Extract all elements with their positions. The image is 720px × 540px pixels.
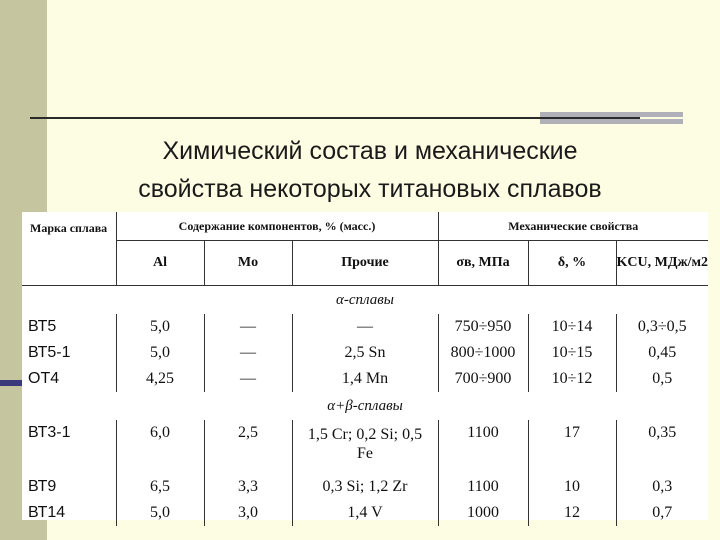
cell-al: 6,0 [116, 420, 204, 468]
cell-sigma: 750÷950 [438, 314, 528, 340]
table-row [22, 366, 708, 392]
slide-left-accent [0, 380, 22, 386]
cell-mo: — [204, 366, 292, 392]
cell-delta: 10 [528, 474, 616, 500]
cell-kcu: 0,45 [616, 340, 708, 366]
cell-brand: ВТ14 [28, 504, 66, 521]
slide-title [60, 132, 680, 208]
header-brand: Марка сплава [22, 212, 116, 286]
cell-delta: 12 [528, 500, 616, 526]
cell-kcu: 0,35 [616, 420, 708, 468]
header-mechanical: Механические свойства [438, 212, 708, 241]
cell-delta: 10÷12 [528, 366, 616, 392]
cell-brand: ВТ5-1 [28, 344, 71, 361]
cell-al: 5,0 [116, 500, 204, 526]
header-kcu: KCU, МДж/м2 [616, 241, 708, 286]
header-al: Al [116, 241, 204, 286]
cell-sigma: 1100 [438, 420, 528, 468]
header-composition: Содержание компонентов, % (масс.) [116, 212, 438, 241]
cell-kcu: 0,3÷0,5 [616, 314, 708, 340]
cell-al: 5,0 [116, 340, 204, 366]
cell-other: 1,4 Mn [292, 366, 438, 392]
cell-al: 6,5 [116, 474, 204, 500]
section-alpha-beta: α+β-сплавы [327, 397, 403, 414]
cell-kcu: 0,7 [616, 500, 708, 526]
cell-mo: 3,0 [204, 500, 292, 526]
cell-other: 0,3 Si; 1,2 Zr [292, 474, 438, 500]
cell-brand: ВТ9 [28, 478, 57, 495]
header-sigma: σв, МПа [438, 241, 528, 286]
title-rule-decoration [540, 112, 683, 124]
table-row [22, 340, 708, 366]
cell-brand: ВТ3-1 [28, 424, 71, 441]
cell-al: 5,0 [116, 314, 204, 340]
cell-kcu: 0,3 [616, 474, 708, 500]
cell-al: 4,25 [116, 366, 204, 392]
cell-delta: 10÷15 [528, 340, 616, 366]
header-mo: Mo [204, 241, 292, 286]
cell-other: 1,5 Cr; 0,2 Si; 0,5 Fe [292, 420, 438, 468]
header-other: Прочие [292, 241, 438, 286]
table-row [22, 500, 708, 526]
alloy-table-image [22, 212, 708, 520]
cell-mo: — [204, 314, 292, 340]
cell-sigma: 700÷900 [438, 366, 528, 392]
cell-brand: ОТ4 [28, 370, 60, 387]
table-row [22, 420, 708, 468]
cell-delta: 17 [528, 420, 616, 468]
cell-brand: ВТ5 [28, 318, 57, 335]
cell-mo: 3,3 [204, 474, 292, 500]
section-alpha: α-сплавы [336, 291, 394, 308]
title-line-1: Химический состав и механические [162, 137, 578, 165]
cell-kcu: 0,5 [616, 366, 708, 392]
cell-delta: 10÷14 [528, 314, 616, 340]
cell-sigma: 1000 [438, 500, 528, 526]
cell-other: 2,5 Sn [292, 340, 438, 366]
cell-mo: 2,5 [204, 420, 292, 468]
title-line-2: свойства некоторых титановых сплавов [138, 175, 602, 203]
cell-mo: — [204, 340, 292, 366]
cell-sigma: 1100 [438, 474, 528, 500]
header-delta: δ, % [528, 241, 616, 286]
table-row [22, 474, 708, 500]
table-row [22, 314, 708, 340]
cell-sigma: 800÷1000 [438, 340, 528, 366]
alloy-table [22, 212, 708, 526]
cell-other: — [292, 314, 438, 340]
cell-other: 1,4 V [292, 500, 438, 526]
